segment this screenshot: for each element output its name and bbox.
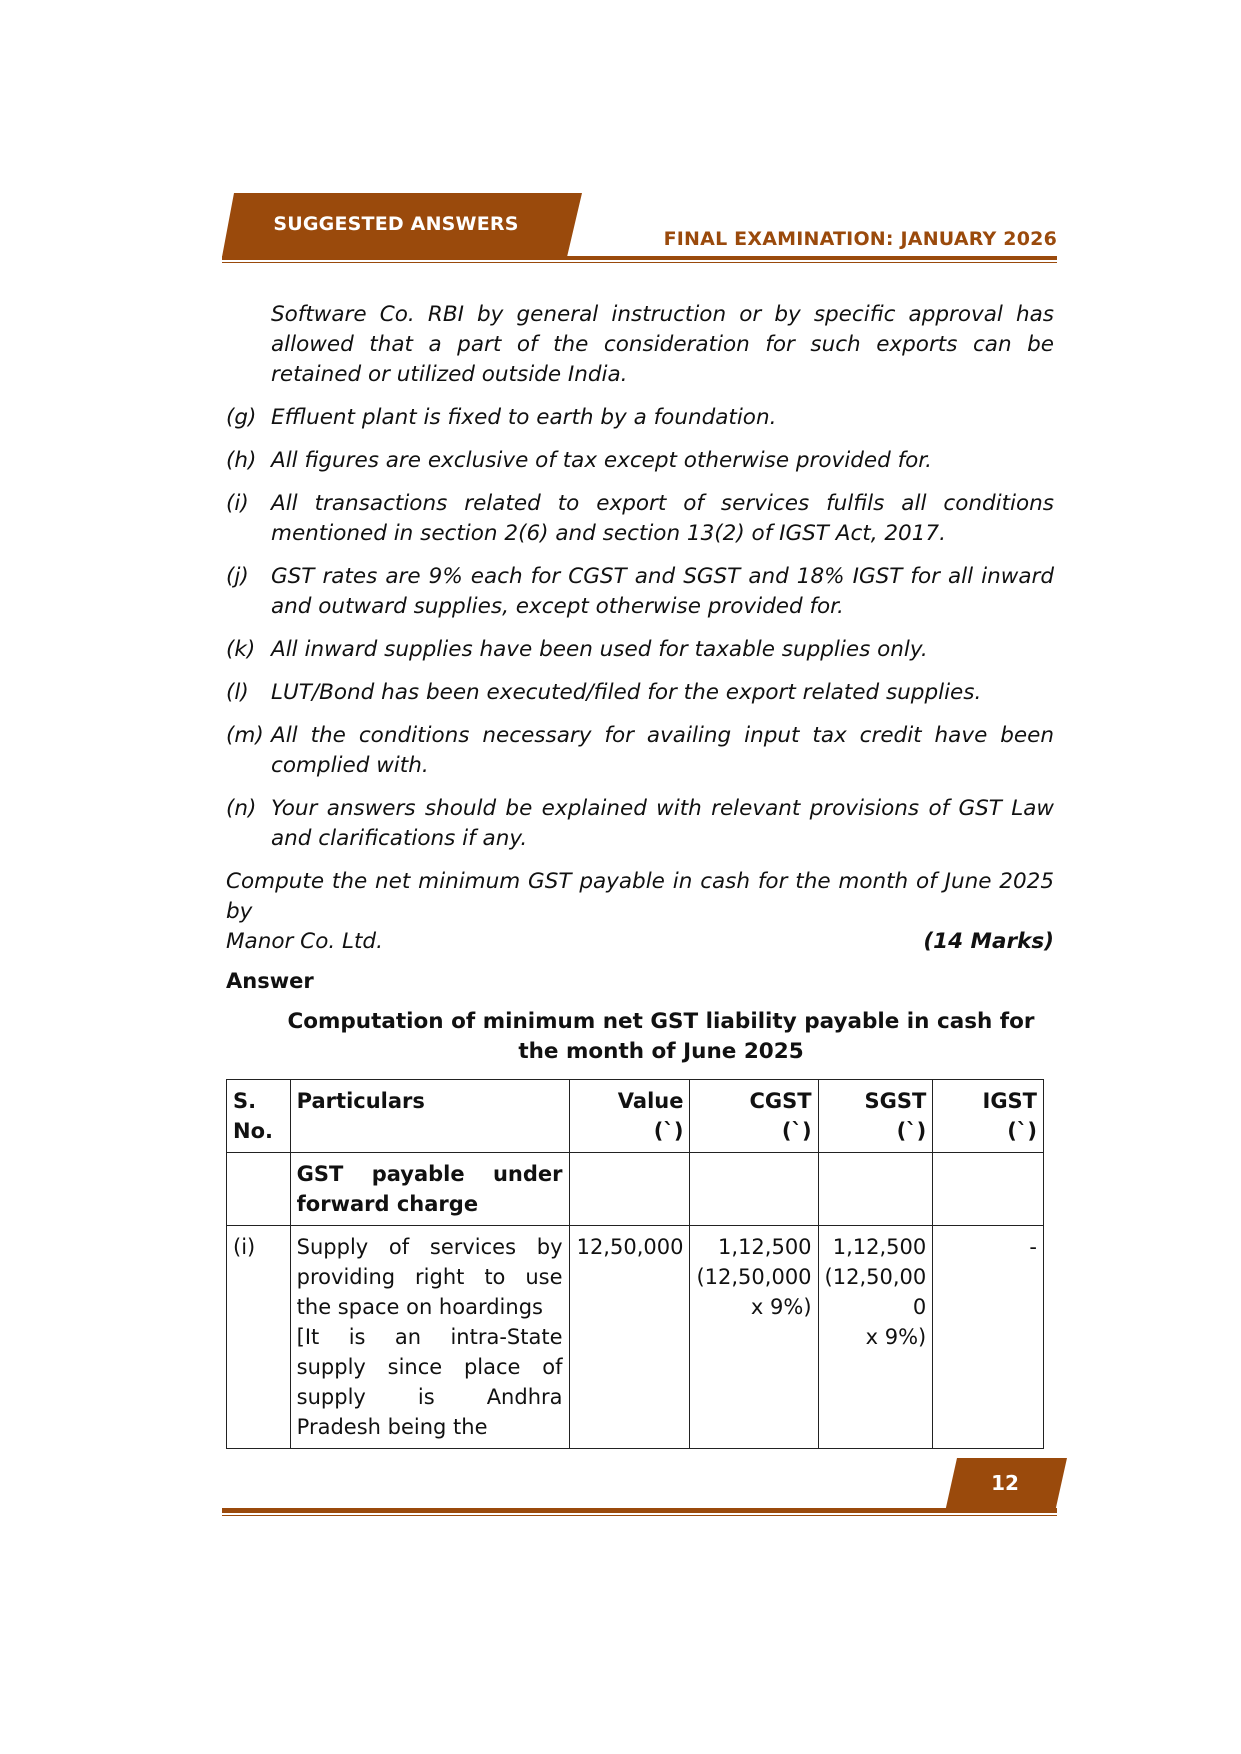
row-cgst — [690, 1226, 818, 1449]
header-value-label: Value — [617, 1089, 684, 1113]
row-sgst-calc-3: x 9%) — [865, 1325, 927, 1349]
row-igst: - — [933, 1226, 1044, 1449]
question-line-1: Compute the net minimum GST payable in cash for the month of June 2025 by — [226, 869, 1054, 924]
row-cgst-calc-2: x 9%) — [750, 1295, 812, 1319]
question-line-2-row — [226, 927, 1054, 957]
header-cgst — [690, 1080, 818, 1153]
page-content — [226, 300, 1054, 1449]
list-item-text: Effluent plant is fixed to earth by a foundation. — [271, 405, 777, 430]
table-row-section — [227, 1153, 1044, 1226]
row-cgst-calc-1: (12,50,000 — [696, 1265, 812, 1289]
list-item-text: LUT/Bond has been executed/filed for the export related supplies. — [271, 680, 982, 705]
header-value — [569, 1080, 690, 1153]
row-value: 12,50,000 — [569, 1226, 690, 1449]
question-line-2: Manor Co. Ltd. — [226, 929, 383, 954]
header-sgst-unit: (`) — [896, 1119, 927, 1143]
table-row — [227, 1226, 1044, 1449]
list-item-text: All the conditions necessary for availing input tax credit have been complied with. — [271, 723, 1054, 778]
header-igst — [933, 1080, 1044, 1153]
page-number: 12 — [991, 1471, 1019, 1495]
header-tab — [222, 193, 584, 257]
header-value-unit: (`) — [653, 1119, 684, 1143]
list-item — [226, 678, 1054, 708]
list-item-text: Your answers should be explained with relevant provisions of GST Law and clarifications if any. — [271, 796, 1054, 851]
footer-rule-thin — [222, 1515, 1057, 1516]
section-igst-cell — [933, 1153, 1044, 1226]
list-item — [226, 721, 1054, 781]
list-item-text: All transactions related to export of services fulfils all conditions mentioned in section 2(6) and section 13(2) of IGST Act, 2017. — [271, 491, 1054, 546]
header-sno-line-2: No. — [233, 1119, 273, 1143]
list-item-label: (n) — [226, 796, 257, 821]
table-header-row — [227, 1080, 1044, 1153]
header-cgst-label: CGST — [749, 1089, 812, 1113]
header-particulars: Particulars — [290, 1080, 569, 1153]
section-value-cell — [569, 1153, 690, 1226]
header-cgst-unit: (`) — [781, 1119, 812, 1143]
list-item-label: (k) — [226, 637, 256, 662]
header-tab-label: SUGGESTED ANSWERS — [273, 213, 519, 235]
row-particulars-text-2: [It is an intra-State supply since place of supply is Andhra Pradesh being the — [296, 1325, 563, 1439]
list-item-text: GST rates are 9% each for CGST and SGST and 18% IGST for all inward and outward supplies, except otherwise provided for. — [271, 564, 1054, 619]
table-title: Computation of minimum net GST liability payable in cash for the month of June 2025 — [287, 1009, 1035, 1064]
row-sgst-amount: 1,12,500 — [832, 1235, 927, 1259]
gst-computation-table — [226, 1079, 1044, 1449]
row-particulars-text-1: Supply of services by providing right to use the space on hoardings — [296, 1235, 563, 1319]
row-sgst-calc-1: (12,50,00 — [824, 1265, 927, 1289]
section-sgst-cell — [818, 1153, 933, 1226]
list-item-label: (j) — [226, 564, 249, 589]
header-rule — [222, 256, 1057, 260]
list-item — [226, 635, 1054, 665]
list-item — [226, 446, 1054, 476]
row-sno: (i) — [227, 1226, 291, 1449]
header-igst-unit: (`) — [1007, 1119, 1037, 1143]
row-cgst-amount: 1,12,500 — [718, 1235, 812, 1259]
header-rule-thin — [222, 262, 1057, 263]
header-sgst — [818, 1080, 933, 1153]
list-item-label: (i) — [226, 491, 249, 516]
row-particulars — [290, 1226, 569, 1449]
list-item-label: (m) — [226, 723, 264, 748]
header-sno-line-1: S. — [233, 1089, 257, 1113]
section-cgst-cell — [690, 1153, 818, 1226]
list-item — [226, 403, 1054, 433]
list-item-label: (g) — [226, 405, 257, 430]
list-item-text: All inward supplies have been used for taxable supplies only. — [271, 637, 928, 662]
list-item — [226, 794, 1054, 854]
exam-title: FINAL EXAMINATION: JANUARY 2026 — [663, 228, 1057, 250]
list-item — [226, 562, 1054, 622]
row-sgst-calc-2: 0 — [912, 1295, 927, 1319]
footer-rule — [222, 1508, 1057, 1513]
section-heading: GST payable under forward charge — [290, 1153, 569, 1226]
intro-continuation: Software Co. RBI by general instruction or by specific approval has allowed that a part of the consideration for such exports can be retained or utilized outside India. — [271, 302, 1054, 387]
header-sno — [227, 1080, 291, 1153]
section-sno-cell — [227, 1153, 291, 1226]
row-sgst — [818, 1226, 933, 1449]
list-item-text: All figures are exclusive of tax except otherwise provided for. — [271, 448, 933, 473]
question-marks: (14 Marks) — [923, 929, 1054, 954]
list-item-label: (h) — [226, 448, 257, 473]
page-number-tab — [945, 1458, 1070, 1512]
answer-heading: Answer — [226, 969, 314, 993]
question — [226, 867, 1054, 957]
header-igst-label: IGST — [982, 1089, 1037, 1113]
header-sgst-label: SGST — [864, 1089, 927, 1113]
list-item-label: (l) — [226, 680, 249, 705]
list-item — [226, 489, 1054, 549]
